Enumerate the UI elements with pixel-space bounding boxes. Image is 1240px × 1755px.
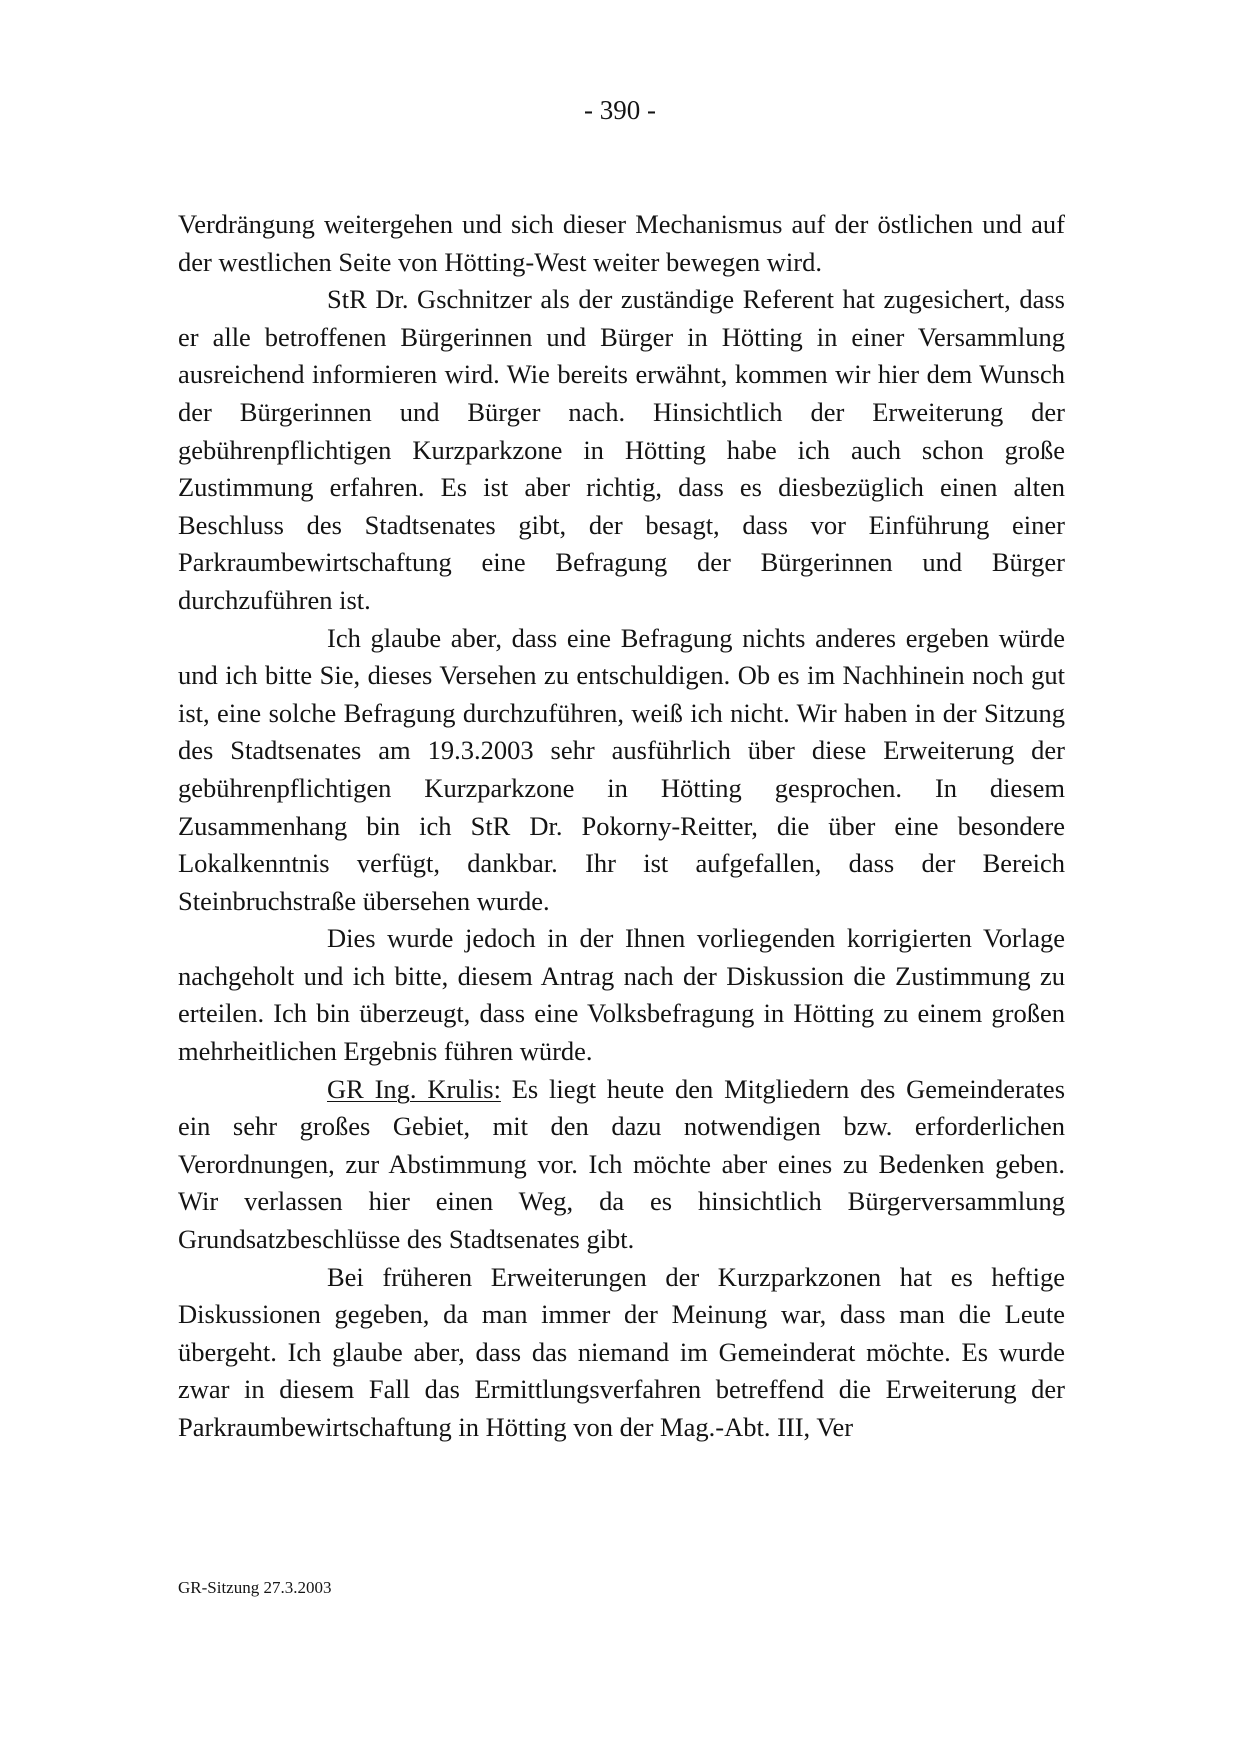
paragraph-earlier-extensions: Bei früheren Erweiterungen der Kurzparkzonen hat es heftige Diskussionen gegeben, da man immer der Meinung war, dass man die Leute übergeht. Ich glaube aber, dass das niemand im Gemeinderat möchte. Es wurde zwar in diesem Fall das Ermittlungsverfahren betreffend die Erweiterung der Parkraumbewirtschaftung in Hötting von der Mag.-Abt. III, Ver xyxy=(178,1261,1065,1442)
page-number: - 390 - xyxy=(584,95,656,125)
document-body xyxy=(178,206,1065,1447)
paragraph-krulis-statement xyxy=(178,1071,1065,1259)
speaker-statement: Es liegt heute den Mitgliedern des Gemeinderates ein sehr großes Gebiet, mit den dazu notwendigen bzw. erforderlichen Verordnungen, zur Abstimmung vor. Ich möchte aber eines zu Bedenken geben. Wir verlassen hier einen Weg, da es hinsichtlich Bürgerversammlung Grundsatzbeschlüsse des Stadtsenates gibt. xyxy=(178,1073,1066,1255)
speaker-name: GR Ing. Krulis: xyxy=(327,1073,501,1104)
paragraph-survey: Ich glaube aber, dass eine Befragung nichts anderes ergeben würde und ich bitte Sie, dieses Versehen zu entschuldigen. Ob es im Nachhinein noch gut ist, eine solche Befragung durchzuführen, weiß ich nicht. Wir haben in der Sitzung des Stadtsenates am 19.3.2003 sehr ausführlich über diese Erweiterung der gebührenpflichtigen Kurzparkzone in Hötting gesprochen. In diesem Zusammenhang bin ich StR Dr. Pokorny-Reitter, die über eine besondere Lokalkenntnis verfügt, dankbar. Ihr ist aufgefallen, dass der Bereich Steinbruchstraße übersehen wurde. xyxy=(178,622,1065,916)
footer-session-label: GR-Sitzung 27.3.2003 xyxy=(178,1578,332,1597)
paragraph-continuation: Verdrängung weitergehen und sich dieser Mechanismus auf der östlichen und auf der westlichen Seite von Hötting-West weiter bewegen wird. xyxy=(178,209,1065,277)
paragraph-gschnitzer-assurance: StR Dr. Gschnitzer als der zuständige Referent hat zugesichert, dass er alle betroffenen Bürgerinnen und Bürger in Hötting in einer Versammlung ausreichend informieren wird. Wie bereits erwähnt, kommen wir hier dem Wunsch der Bürgerinnen und Bürger nach. Hinsichtlich der Erweiterung der gebührenpflichtigen Kurzparkzone in Hötting habe ich auch schon große Zustimmung erfahren. Es ist aber richtig, dass es diesbezüglich einen alten Beschluss des Stadtsenates gibt, der besagt, dass vor Einführung einer Parkraumbewirtschaftung eine Befragung der Bürgerinnen und Bürger durchzuführen ist. xyxy=(178,284,1065,615)
paragraph-corrected-proposal: Dies wurde jedoch in der Ihnen vorliegenden korrigierten Vorlage nachgeholt und ich bitte, diesem Antrag nach der Diskussion die Zustimmung zu erteilen. Ich bin überzeugt, dass eine Volksbefragung in Hötting zu einem großen mehrheitlichen Ergebnis führen würde. xyxy=(178,923,1065,1067)
